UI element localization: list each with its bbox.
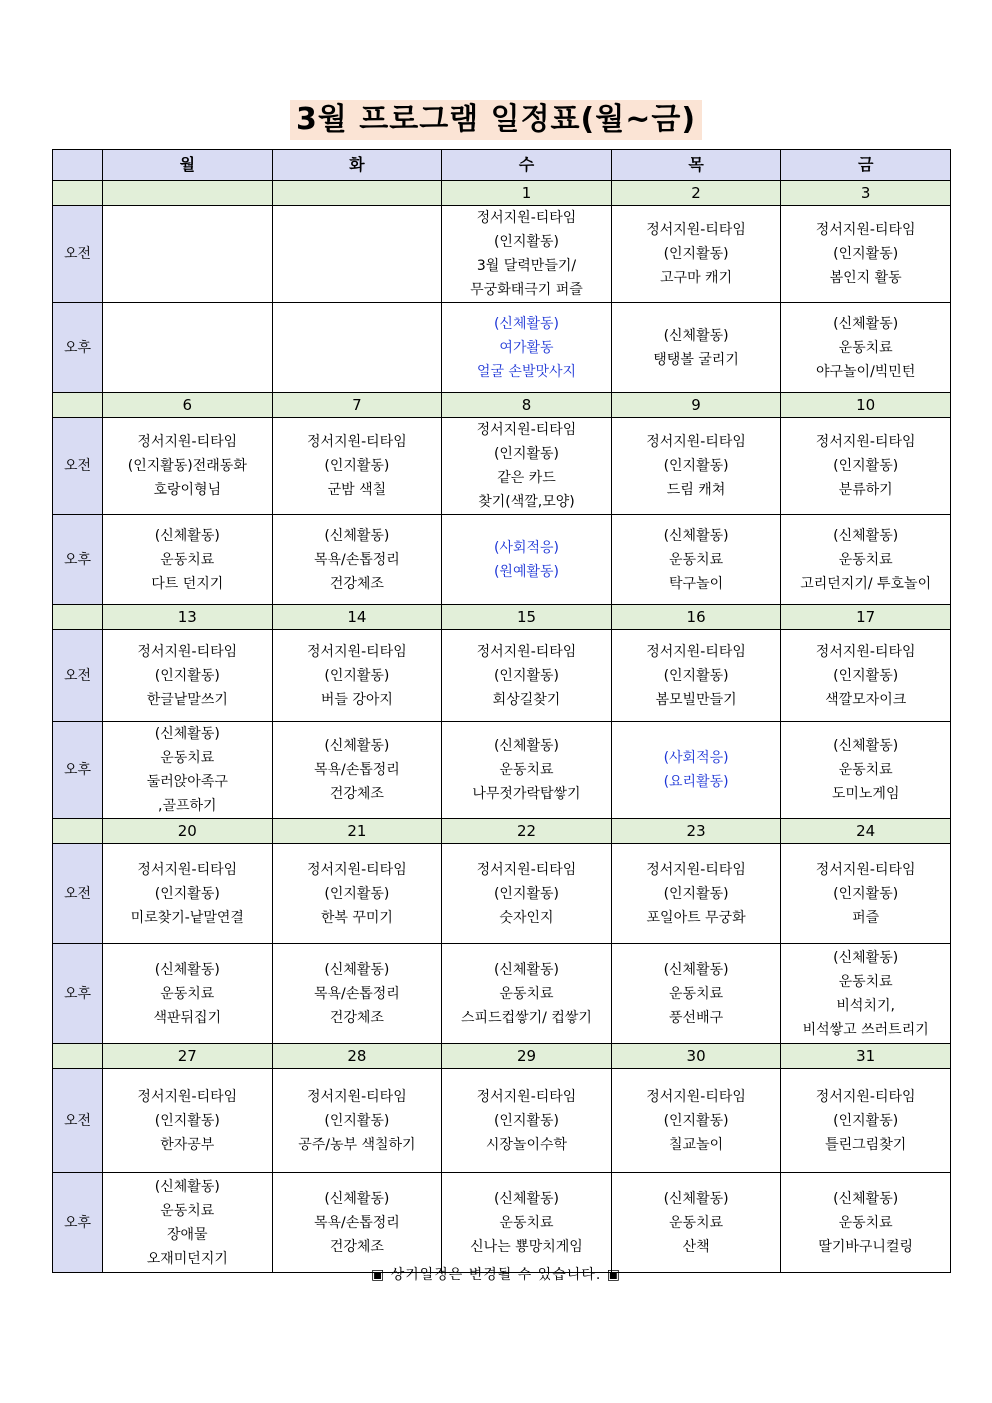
activity-line: 호랑이형님 [153,482,222,498]
weekday-header-row [53,150,951,181]
activity-line: 운동치료 [160,551,215,568]
activity-line: 운동치료 [838,762,893,778]
date-cell: 3 [781,181,951,206]
activity-cell [442,630,612,722]
date-cell: 2 [611,181,781,206]
activity-line: 목욕/손톱정리 [313,551,400,568]
date-cell: 28 [272,1044,442,1069]
header-corner [53,150,103,181]
activity-cell [611,418,781,515]
activity-line: 정서지원-티타임 [815,643,916,660]
activity-line: (인지활동) [324,458,390,474]
activity-line: (신체활동) [833,738,899,754]
activity-line: 탁구놀이 [669,575,724,592]
date-row-corner [53,1044,103,1069]
activity-line: (인지활동) [493,667,559,684]
activity-line: 운동치료 [669,985,724,1002]
activity-line: 건강체조 [329,1009,384,1026]
activity-line: 정서지원-티타임 [646,643,746,660]
activity-cell [272,1069,442,1173]
schedule-body [53,150,951,1273]
activity-line: (요리활동) [663,774,729,790]
weekday-header: 금 [781,150,951,181]
activity-cell [781,1173,951,1273]
activity-line: (인지활동) [324,1112,390,1129]
activity-line: 야구놀이/빅민턴 [815,363,916,380]
morning-label: 오전 [53,844,103,944]
activity-cell [611,722,781,819]
activity-line: 정서지원-티타임 [476,422,577,438]
activity-cell [781,630,951,722]
activity-line: 정서지원-티타임 [476,1088,577,1105]
activity-line: (인지활동) [663,667,729,684]
activity-line: 탱탱볼 굴리기 [653,351,739,368]
activity-cell [781,206,951,303]
activity-cell [781,1069,951,1173]
morning-label: 오전 [53,630,103,722]
activity-line: 산책 [682,1238,710,1255]
activity-line: 목욕/손톱정리 [313,985,400,1002]
activity-line: 틀린그림찾기 [825,1136,907,1153]
activity-line: 군밤 색칠 [327,482,387,498]
activity-line: 운동치료 [838,551,893,568]
date-cell: 6 [103,393,273,418]
date-cell: 31 [781,1044,951,1069]
activity-line: 운동치료 [160,750,215,766]
activity-cell [442,206,612,303]
activity-line: 운동치료 [669,551,724,568]
activity-line: (신체활동) [324,738,390,754]
activity-line: 정서지원-티타임 [815,434,916,450]
activity-line: 운동치료 [838,339,893,356]
activity-line: 한복 꾸미기 [320,909,393,926]
activity-line: (인지활동) [833,1112,899,1129]
date-row [53,605,951,630]
activity-line: 숫자인지 [499,909,554,926]
activity-line: 신나는 뿅망치게임 [470,1238,583,1255]
activity-cell [442,722,612,819]
activity-line: 찾기(색깔,모양) [478,494,575,510]
date-cell: 7 [272,393,442,418]
activity-line: (신체활동) [663,327,729,344]
activity-cell [272,844,442,944]
activity-line: 정서지원-티타임 [646,222,746,238]
activity-cell [103,722,273,819]
activity-cell [272,418,442,515]
activity-line: 시장놀이수학 [485,1136,568,1153]
activity-line: 운동치료 [499,762,554,778]
activity-line: 정서지원-티타임 [476,210,577,226]
activity-line: 건강체조 [329,1238,384,1255]
activity-line: 퍼즐 [852,909,880,926]
activity-line: (신체활동) [493,1190,559,1207]
activity-cell [611,844,781,944]
activity-line: (인지활동) [663,885,729,902]
activity-line: 정서지원-티타임 [137,861,238,878]
activity-line: 풍선배구 [669,1009,724,1026]
date-cell: 10 [781,393,951,418]
activity-line: (신체활동) [833,949,899,966]
activity-line: 3월 달력만들기/ [476,258,577,274]
activity-cell [611,515,781,605]
activity-line: (인지활동)전래동화 [127,458,247,474]
activity-cell [611,630,781,722]
weekday-header: 화 [272,150,442,181]
date-cell: 21 [272,819,442,844]
activity-line: (인지활동) [493,446,559,462]
activity-line: 딸기바구니컬링 [818,1238,913,1255]
activity-line: 색깔모자이크 [825,691,907,708]
activity-line: (인지활동) [833,246,899,262]
activity-cell [103,844,273,944]
morning-row [53,1069,951,1173]
afternoon-label: 오후 [53,1173,103,1273]
activity-cell [781,515,951,605]
activity-line: 정서지원-티타임 [307,861,407,878]
activity-cell [442,418,612,515]
date-cell: 14 [272,605,442,630]
weekday-header: 목 [611,150,781,181]
activity-line: (신체활동) [833,527,899,544]
activity-cell [272,630,442,722]
activity-line: 봄인지 활동 [829,270,902,286]
activity-line: (신체활동) [324,1190,390,1207]
date-row-corner [53,819,103,844]
activity-line: (인지활동) [663,1112,729,1129]
morning-label: 오전 [53,206,103,303]
afternoon-row [53,1173,951,1273]
date-row [53,393,951,418]
activity-line: 미로찾기-낱말연결 [130,909,244,926]
date-cell: 9 [611,393,781,418]
afternoon-row [53,303,951,393]
activity-line: 칠교놀이 [669,1136,724,1153]
date-cell: 30 [611,1044,781,1069]
date-cell: 23 [611,819,781,844]
date-cell: 29 [442,1044,612,1069]
activity-line: 오재미던지기 [146,1250,228,1267]
activity-cell [442,844,612,944]
activity-line: 정서지원-티타임 [815,861,916,878]
morning-row [53,418,951,515]
activity-line: 나무젓가락탑쌓기 [472,786,581,802]
activity-line: 드림 캐쳐 [666,482,726,498]
activity-line: 운동치료 [838,1214,893,1231]
activity-cell [272,206,442,303]
activity-line: 정서지원-티타임 [307,434,407,450]
activity-line: 목욕/손톱정리 [313,762,400,778]
activity-line: (신체활동) [663,527,729,544]
activity-line: 회상길찾기 [492,691,561,708]
morning-row [53,206,951,303]
activity-line: 목욕/손톱정리 [313,1214,400,1231]
activity-cell [103,303,273,393]
activity-line: 색판뒤집기 [153,1009,222,1026]
activity-line: 정서지원-티타임 [307,1088,407,1105]
activity-line: 스피드컵쌓기/ 컵쌓기 [461,1009,592,1026]
activity-line: (인지활동) [663,246,729,262]
activity-line: 운동치료 [160,985,215,1002]
activity-line: 정서지원-티타임 [646,861,746,878]
activity-line: (인지활동) [663,458,729,474]
activity-line: (신체활동) [833,1190,899,1207]
date-cell: 24 [781,819,951,844]
activity-line: (인지활동) [154,885,220,902]
activity-line: (신체활동) [493,738,559,754]
activity-line: (인지활동) [493,1112,559,1129]
activity-line: (신체활동) [324,527,390,544]
activity-line: 다트 던지기 [151,575,224,592]
date-cell: 27 [103,1044,273,1069]
activity-cell [611,303,781,393]
activity-line: (신체활동) [154,726,220,742]
activity-line: 정서지원-티타임 [646,434,746,450]
date-cell: 17 [781,605,951,630]
activity-line: (신체활동) [154,527,220,544]
date-row-corner [53,393,103,418]
date-row-corner [53,181,103,206]
activity-line: (인지활동) [833,885,899,902]
activity-line: 정서지원-티타임 [476,861,577,878]
activity-line: 봄모빌만들기 [655,691,737,708]
afternoon-label: 오후 [53,303,103,393]
morning-row [53,844,951,944]
activity-line: ,골프하기 [158,798,217,814]
date-cell: 15 [442,605,612,630]
activity-cell [442,515,612,605]
activity-line: (인지활동) [493,234,559,250]
page-title: 3월 프로그램 일정표(월~금) [290,100,702,140]
activity-cell [272,515,442,605]
activity-line: 둘러앉아족구 [146,774,228,790]
activity-line: (신체활동) [493,315,559,332]
activity-line: 운동치료 [838,973,893,990]
date-row [53,819,951,844]
activity-line: 정서지원-티타임 [815,222,916,238]
activity-cell [103,515,273,605]
activity-line: 분류하기 [838,482,893,498]
activity-line: 정서지원-티타임 [646,1088,746,1105]
date-row [53,181,951,206]
date-cell [103,181,273,206]
activity-line: (신체활동) [833,315,899,332]
activity-line: (신체활동) [493,961,559,978]
activity-cell [781,722,951,819]
activity-cell [611,206,781,303]
activity-line: (신체활동) [154,961,220,978]
activity-line: (신체활동) [663,961,729,978]
date-cell: 20 [103,819,273,844]
activity-line: 고리던지기/ 투호놀이 [800,575,932,592]
afternoon-row [53,722,951,819]
weekday-header: 월 [103,150,273,181]
activity-line: 건강체조 [329,786,384,802]
title-wrap [0,100,992,140]
activity-line: (신체활동) [663,1190,729,1207]
activity-line: 여가활동 [499,339,554,356]
morning-row [53,630,951,722]
activity-cell [103,1069,273,1173]
activity-cell [272,303,442,393]
activity-cell [103,418,273,515]
activity-line: 정서지원-티타임 [307,643,407,660]
activity-line: 버들 강아지 [320,691,393,708]
activity-line: (인지활동) [324,885,390,902]
activity-line: 정서지원-티타임 [815,1088,916,1105]
activity-line: 얼굴 손발맛사지 [476,363,577,380]
activity-cell [442,944,612,1044]
activity-line: 포일아트 무궁화 [646,909,746,926]
activity-line: (인지활동) [154,667,220,684]
activity-line: 정서지원-티타임 [137,643,238,660]
afternoon-label: 오후 [53,944,103,1044]
activity-line: 고구마 캐기 [660,270,733,286]
activity-cell [272,722,442,819]
activity-line: 비석치기, [836,997,895,1014]
activity-line: (인지활동) [154,1112,220,1129]
activity-cell [103,206,273,303]
date-cell [272,181,442,206]
activity-line: 장애물 [167,1226,208,1243]
activity-line: 운동치료 [499,985,554,1002]
afternoon-label: 오후 [53,722,103,819]
date-cell: 8 [442,393,612,418]
activity-cell [272,1173,442,1273]
activity-line: 정서지원-티타임 [137,1088,238,1105]
activity-line: (인지활동) [833,458,899,474]
activity-cell [103,1173,273,1273]
activity-line: 운동치료 [160,1202,215,1219]
activity-line: 운동치료 [669,1214,724,1231]
activity-cell [442,1173,612,1273]
activity-cell [781,303,951,393]
activity-line: 공주/농부 색칠하기 [298,1136,416,1153]
activity-cell [611,1069,781,1173]
footnote: ▣ 상기일정은 변경될 수 있습니다. ▣ [371,1267,621,1283]
activity-line: 비석쌓고 쓰러트리기 [802,1021,929,1038]
afternoon-row [53,515,951,605]
activity-line: 무궁화태극기 퍼즐 [470,282,583,298]
activity-line: (인지활동) [324,667,390,684]
activity-cell [103,630,273,722]
date-row [53,1044,951,1069]
date-cell: 13 [103,605,273,630]
activity-line: 운동치료 [499,1214,554,1231]
activity-line: 한글낱말쓰기 [146,691,228,708]
activity-line: (신체활동) [154,1178,220,1195]
afternoon-row [53,944,951,1044]
activity-cell [781,844,951,944]
activity-line: 정서지원-티타임 [476,643,577,660]
activity-cell [103,944,273,1044]
activity-line: (사회적응) [663,750,729,766]
weekday-header: 수 [442,150,612,181]
activity-cell [781,418,951,515]
activity-cell [442,303,612,393]
activity-line: 건강체조 [329,575,384,592]
activity-line: 한자공부 [160,1136,215,1153]
activity-line: (사회적응) [493,539,559,556]
activity-line: 도미노게임 [831,786,900,802]
activity-cell [611,1173,781,1273]
schedule-table [52,149,951,1273]
date-cell: 1 [442,181,612,206]
activity-line: (신체활동) [324,961,390,978]
activity-line: 정서지원-티타임 [137,434,238,450]
activity-line: (인지활동) [493,885,559,902]
activity-cell [611,944,781,1044]
activity-cell [272,944,442,1044]
activity-line: (인지활동) [833,667,899,684]
morning-label: 오전 [53,1069,103,1173]
afternoon-label: 오후 [53,515,103,605]
activity-line: (원예활동) [493,563,559,580]
activity-cell [781,944,951,1044]
morning-label: 오전 [53,418,103,515]
date-cell: 16 [611,605,781,630]
date-cell: 22 [442,819,612,844]
activity-cell [442,1069,612,1173]
activity-line: 같은 카드 [497,470,556,486]
date-row-corner [53,605,103,630]
